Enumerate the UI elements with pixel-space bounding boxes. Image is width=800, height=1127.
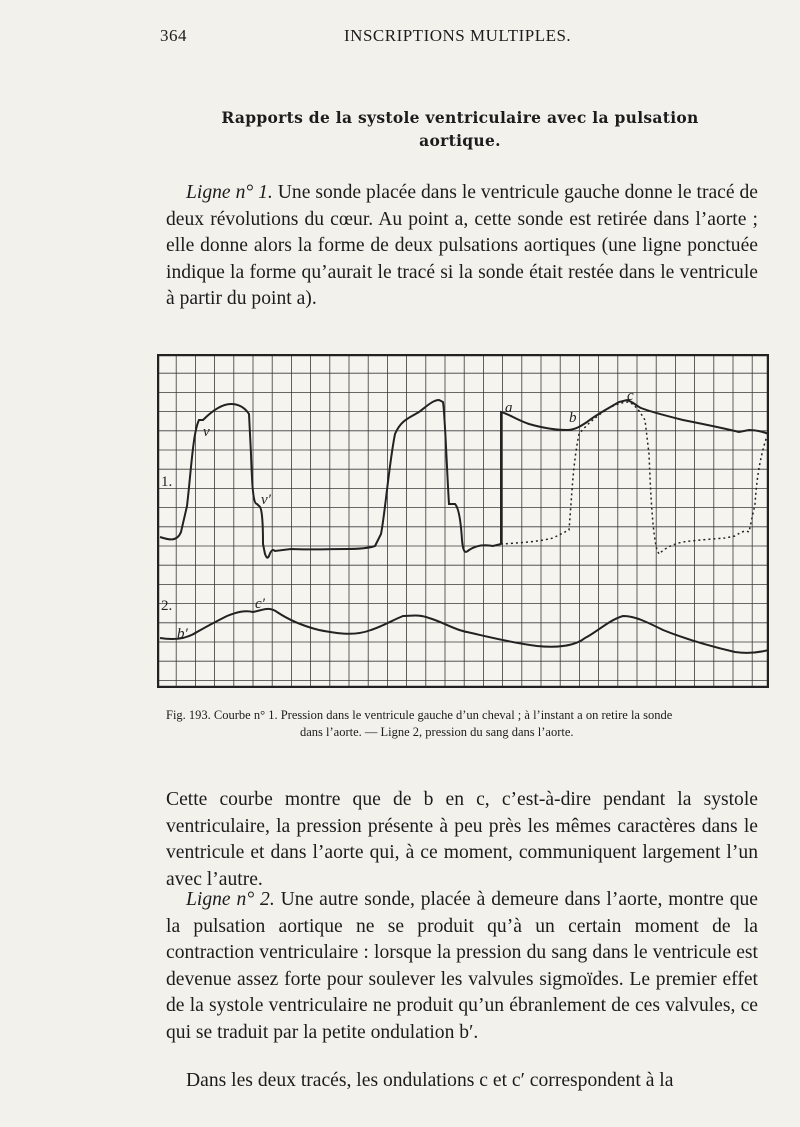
label-v-prime: v′ [261, 492, 271, 508]
paragraph-text: Une autre sonde, placée à demeure dans l’aorte, montre que la pulsation aortique ne se produit qu’à un certain moment de la contraction ventriculaire : lorsque la pression du sang dans le ventricule est devenue assez forte pour soulever les valvules sigmoïdes. Le premier effet de la systole ventriculaire ne produit qu’un ébranlement de ces valvules, ce qui se traduit par la petite ondulation b′. [166, 889, 758, 1043]
label-b: b [569, 410, 577, 426]
label-b-prime: b′ [177, 626, 188, 642]
paragraph-ligne-2 [166, 887, 758, 1046]
paragraph-lead: Ligne n° 1. [186, 182, 273, 203]
page-number: 364 [160, 26, 187, 45]
figure-193-tracing [157, 354, 769, 688]
paragraph-lead: Ligne n° 2. [186, 889, 275, 910]
row-label-1: 1. [161, 474, 173, 490]
paragraph-ondulations [166, 1068, 758, 1095]
label-a: a [505, 400, 513, 416]
running-head-title: INSCRIPTIONS MULTIPLES. [344, 26, 572, 45]
paragraph-ligne-1 [166, 180, 758, 313]
caption-line-2: dans l’aorte. — Ligne 2, pression du sang dans l’aorte. [300, 725, 574, 739]
figure-background [157, 354, 769, 688]
label-v: v [203, 424, 210, 440]
paragraph-text: Une sonde placée dans le ventricule gauche donne le tracé de deux révolutions du cœur. Au point a, cette sonde est retirée dans l’aorte ; elle donne alors la forme de deux pulsations aortiques (une ligne ponctuée indique la forme qu’aurait le tracé si la sonde était restée dans le ventricule à partir du point a). [166, 182, 758, 309]
figure-caption [166, 707, 766, 741]
paragraph-text: Dans les deux tracés, les ondulations c et c′ correspondent à la [186, 1070, 674, 1091]
label-c: c [627, 388, 634, 404]
caption-line-1: Fig. 193. Courbe n° 1. Pression dans le ventricule gauche d’un cheval ; à l’instant a on retire la sonde [166, 708, 673, 722]
section-title-line2: aortique. [419, 131, 501, 150]
paragraph-courbe [166, 787, 758, 893]
tracing-svg [157, 354, 769, 688]
running-head [160, 26, 770, 50]
section-title [200, 106, 720, 152]
section-title-line1: Rapports de la systole ventriculaire avec la pulsation [221, 108, 699, 127]
label-c-prime: c′ [255, 596, 265, 612]
row-label-2: 2. [161, 598, 173, 614]
paragraph-text: Cette courbe montre que de b en c, c’est-à-dire pendant la systole ventriculaire, la pression présente à peu près les mêmes caractères dans le ventricule et dans l’aorte qui, à ce moment, communiquent largement l’un avec l’autre. [166, 789, 758, 890]
